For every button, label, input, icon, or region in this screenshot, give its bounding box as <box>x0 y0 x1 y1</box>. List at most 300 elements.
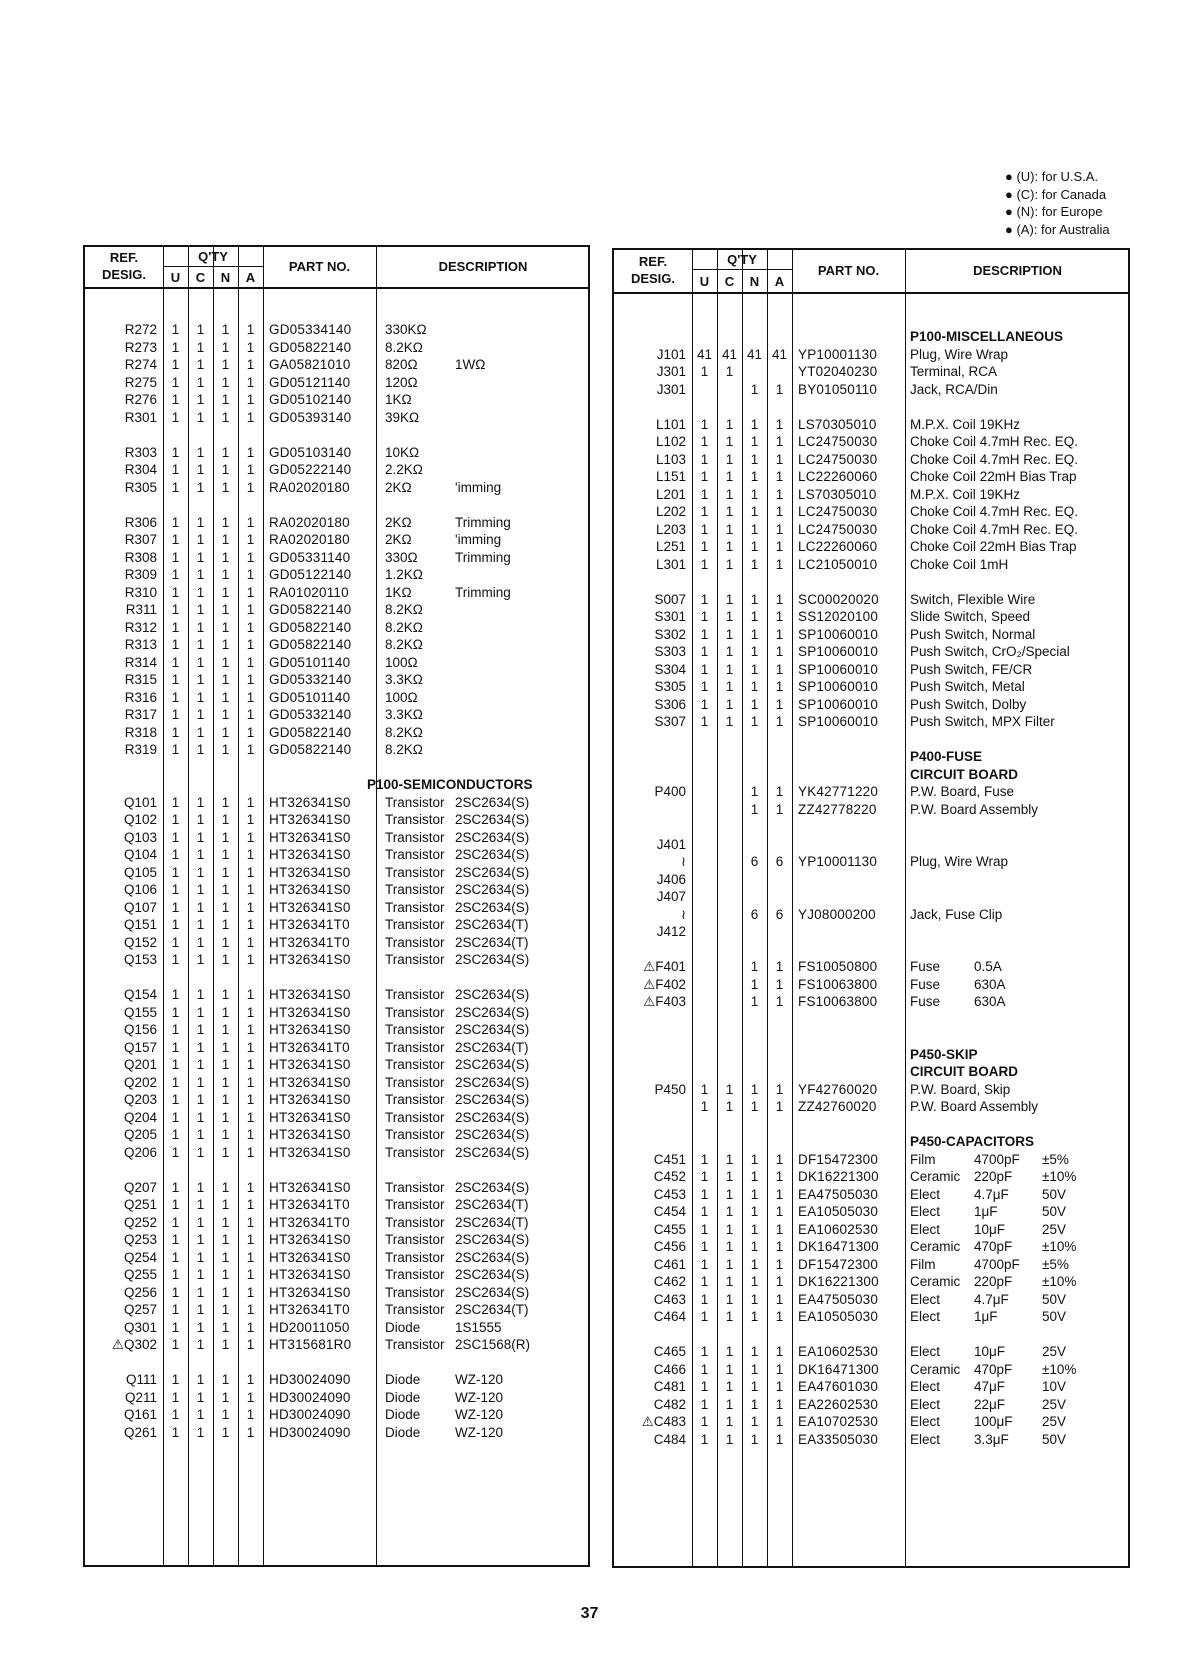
qty-c: 1 <box>196 1302 205 1317</box>
description: Transistor <box>385 1004 445 1020</box>
qty-c: 1 <box>196 357 205 372</box>
part-number: GA05821010 <box>269 357 351 372</box>
qty-a: 1 <box>775 1099 784 1114</box>
qty-u: 1 <box>171 1022 180 1037</box>
ref-designator: R318 <box>124 724 157 740</box>
qty-n: 1 <box>221 742 230 757</box>
description: Fuse <box>910 959 941 974</box>
table-row <box>614 1238 1128 1256</box>
qty-a: 1 <box>775 416 784 432</box>
qty-n: 1 <box>221 1267 230 1282</box>
part-number: YP10001130 <box>798 854 878 869</box>
qty-n: 1 <box>221 1179 230 1195</box>
header-part-no: PART NO. <box>817 263 880 278</box>
qty-n: 1 <box>221 1302 230 1317</box>
table-row <box>614 713 1128 731</box>
header-u: U <box>170 270 181 285</box>
part-number: EA10505030 <box>798 1204 879 1219</box>
spacer-row <box>85 496 588 514</box>
qty-n: 1 <box>221 1057 230 1072</box>
qty-c: 1 <box>725 1414 734 1429</box>
ref-designator: R311 <box>125 602 157 617</box>
qty-n: 1 <box>750 714 759 729</box>
table-row <box>85 1144 588 1162</box>
table-header <box>85 247 588 289</box>
qty-c: 1 <box>725 1344 734 1359</box>
qty-n: 1 <box>750 1431 759 1447</box>
description-detail: WZ-120 <box>455 1372 504 1387</box>
qty-n: 1 <box>750 1169 759 1184</box>
part-number: LC22260060 <box>798 539 878 554</box>
header-n: N <box>749 274 760 289</box>
part-number: EA33505030 <box>798 1431 879 1447</box>
description: 2KΩ <box>385 532 412 547</box>
qty-n: 1 <box>221 899 230 915</box>
qty-u: 41 <box>696 346 713 362</box>
table-row <box>614 783 1128 801</box>
ref-designator: L251 <box>655 539 686 554</box>
table-row <box>85 1056 588 1074</box>
ref-designator: S306 <box>654 696 686 712</box>
qty-a: 1 <box>775 434 784 449</box>
qty-c: 1 <box>196 1214 205 1230</box>
qty-u: 1 <box>171 549 180 565</box>
qty-c: 1 <box>196 409 205 425</box>
ref-designator: J412 <box>656 924 686 939</box>
part-number: HT326341S0 <box>269 899 351 915</box>
qty-a: 6 <box>775 854 784 869</box>
qty-c: 1 <box>196 1144 205 1160</box>
ref-designator: R307 <box>124 532 157 547</box>
description: Plug, Wire Wrap <box>910 854 1009 869</box>
description-detail: 0.5A <box>974 959 1002 974</box>
qty-a: 1 <box>775 976 784 992</box>
qty-a: 1 <box>246 1389 255 1405</box>
part-number: HT326341T0 <box>269 1302 350 1317</box>
qty-c: 1 <box>196 1337 205 1352</box>
ref-designator: C466 <box>653 1361 686 1377</box>
description: Transistor <box>385 1214 445 1230</box>
table-row <box>614 1291 1128 1309</box>
qty-c: 1 <box>196 724 205 740</box>
qty-c: 1 <box>196 1004 205 1020</box>
description-rating: 10V <box>1042 1379 1067 1394</box>
description-detail: 2SC2634(S) <box>455 1127 530 1142</box>
header-c: C <box>724 274 735 289</box>
header-a: A <box>774 274 785 289</box>
description: Transistor <box>385 1127 445 1142</box>
qty-n: 6 <box>750 854 759 869</box>
ref-designator: C482 <box>653 1396 686 1412</box>
qty-u: 1 <box>700 1099 709 1114</box>
table-row <box>614 381 1128 399</box>
description-detail: 100μF <box>974 1414 1013 1429</box>
qty-a: 1 <box>246 1372 255 1387</box>
ref-designator: Q261 <box>123 1424 157 1440</box>
ref-designator: Q202 <box>123 1074 157 1090</box>
spacer-row <box>85 759 588 777</box>
part-number: BY01050110 <box>798 381 878 397</box>
description: 330KΩ <box>385 322 427 337</box>
parts-table-right <box>612 248 1130 1568</box>
part-number: HT315681R0 <box>269 1337 352 1352</box>
qty-c: 1 <box>196 1407 205 1422</box>
qty-u: 1 <box>171 1004 180 1020</box>
table-row <box>85 1301 588 1319</box>
qty-a: 1 <box>775 1379 784 1394</box>
qty-c: 1 <box>196 339 205 355</box>
qty-c: 1 <box>196 637 205 652</box>
qty-n: 1 <box>221 602 230 617</box>
table-row <box>85 356 588 374</box>
qty-a: 1 <box>775 591 784 607</box>
description: Choke Coil 4.7mH Rec. EQ. <box>910 521 1079 537</box>
qty-c: 1 <box>196 1109 205 1125</box>
page-number: 37 <box>580 1605 599 1622</box>
part-number: RA02020180 <box>269 479 350 495</box>
qty-n: 1 <box>221 1144 230 1160</box>
description-detail: 1WΩ <box>455 357 486 372</box>
description-detail: 2SC2634(S) <box>455 1092 530 1107</box>
table-row <box>614 643 1128 661</box>
header-ref: REF. <box>638 254 668 269</box>
description: Elect <box>910 1379 941 1394</box>
ref-designator: S007 <box>654 591 686 607</box>
qty-u: 1 <box>171 1267 180 1282</box>
ref-designator: C456 <box>653 1239 686 1254</box>
description: Jack, Fuse Clip <box>910 906 1003 922</box>
qty-n: 1 <box>750 434 759 449</box>
header-desig: DESIG. <box>101 267 147 282</box>
qty-u: 1 <box>700 504 709 519</box>
ref-designator: Q256 <box>123 1284 157 1300</box>
table-row <box>85 1231 588 1249</box>
qty-a: 1 <box>775 1221 784 1237</box>
table-row <box>85 1109 588 1127</box>
header-qty: Q'TY <box>727 252 757 267</box>
qty-c: 1 <box>196 374 205 390</box>
qty-a: 1 <box>775 801 784 817</box>
qty-a: 1 <box>246 882 255 897</box>
qty-c: 1 <box>725 591 734 607</box>
qty-a: 1 <box>246 689 255 705</box>
description-rating: 25V <box>1042 1344 1067 1359</box>
qty-c: 1 <box>196 1022 205 1037</box>
description-detail: WZ-120 <box>455 1424 504 1440</box>
part-number: RA01020110 <box>269 584 349 600</box>
part-number: DK16221300 <box>798 1274 879 1289</box>
qty-u: 1 <box>700 661 709 677</box>
ref-designator: Q153 <box>123 952 157 967</box>
qty-c: 1 <box>196 479 205 495</box>
qty-n: 1 <box>221 532 230 547</box>
ref-designator: R314 <box>124 654 157 670</box>
table-row <box>85 1424 588 1442</box>
part-number: SP10060010 <box>798 714 879 729</box>
description-detail: 2SC2634(S) <box>455 829 530 845</box>
qty-c: 1 <box>725 1361 734 1377</box>
description-rating: 25V <box>1042 1396 1067 1412</box>
qty-c: 1 <box>196 1074 205 1090</box>
description-rating: 50V <box>1042 1309 1067 1324</box>
part-number: LC24750030 <box>798 451 878 467</box>
qty-u: 1 <box>171 444 180 460</box>
qty-c: 1 <box>196 462 205 477</box>
ref-designator: Q203 <box>123 1092 157 1107</box>
ref-designator: ≀ <box>680 906 686 922</box>
qty-n: 1 <box>750 1291 759 1307</box>
qty-c: 1 <box>196 654 205 670</box>
rows-left <box>85 321 588 1441</box>
qty-c: 1 <box>196 1424 205 1440</box>
qty-u: 1 <box>700 1274 709 1289</box>
qty-a: 6 <box>775 906 784 922</box>
qty-a: 1 <box>246 409 255 425</box>
qty-u: 1 <box>171 1319 180 1335</box>
qty-a: 1 <box>246 1407 255 1422</box>
part-number: DF15472300 <box>798 1256 879 1272</box>
description: Transistor <box>385 829 445 845</box>
qty-u: 1 <box>171 602 180 617</box>
qty-u: 1 <box>171 707 180 722</box>
qty-c: 1 <box>196 1284 205 1300</box>
table-row <box>614 853 1128 871</box>
description-detail: 4700pF <box>974 1151 1020 1167</box>
ref-designator: C484 <box>653 1431 686 1447</box>
ref-designator: C452 <box>653 1169 686 1184</box>
rows-right <box>614 328 1128 1448</box>
table-row <box>85 1021 588 1039</box>
table-row <box>85 601 588 619</box>
qty-a: 1 <box>775 521 784 537</box>
qty-u: 1 <box>171 1109 180 1125</box>
qty-u: 1 <box>171 374 180 390</box>
description-rating: ±10% <box>1042 1361 1077 1377</box>
header-part-no: PART NO. <box>288 259 351 274</box>
ref-designator: Q157 <box>123 1039 157 1055</box>
qty-c: 1 <box>725 1396 734 1412</box>
qty-n: 6 <box>750 906 759 922</box>
description: Transistor <box>385 917 445 932</box>
ref-designator: R306 <box>124 514 157 530</box>
ref-designator: R315 <box>124 672 157 687</box>
description: Ceramic <box>910 1361 961 1377</box>
qty-n: 1 <box>221 1197 230 1212</box>
ref-designator: C462 <box>653 1274 686 1289</box>
qty-n: 1 <box>750 381 759 397</box>
qty-n: 1 <box>221 637 230 652</box>
part-number: HD30024090 <box>269 1424 351 1440</box>
spacer-row <box>614 1028 1128 1046</box>
description: Ceramic <box>910 1274 961 1289</box>
description: 8.2KΩ <box>385 619 423 635</box>
qty-u: 1 <box>171 794 180 810</box>
qty-u: 1 <box>700 609 709 624</box>
qty-a: 1 <box>775 1396 784 1412</box>
qty-u: 1 <box>700 469 709 484</box>
part-number: LS70305010 <box>798 486 877 502</box>
qty-c: 1 <box>725 1186 734 1202</box>
part-number: EA10702530 <box>798 1414 879 1429</box>
part-number: GD05101140 <box>269 654 351 670</box>
qty-u: 1 <box>171 567 180 582</box>
description: Push Switch, FE/CR <box>910 661 1033 677</box>
ref-designator: R301 <box>124 409 157 425</box>
ref-designator: Q155 <box>123 1004 157 1020</box>
qty-n: 1 <box>750 1256 759 1272</box>
qty-n: 1 <box>750 609 759 624</box>
table-row <box>614 1168 1128 1186</box>
qty-a: 1 <box>775 1274 784 1289</box>
ref-designator: R310 <box>124 584 157 600</box>
qty-n: 1 <box>221 1284 230 1300</box>
table-row <box>85 1004 588 1022</box>
table-row <box>614 626 1128 644</box>
qty-a: 1 <box>775 1309 784 1324</box>
qty-u: 1 <box>171 532 180 547</box>
table-row <box>614 1203 1128 1221</box>
description-detail: WZ-120 <box>455 1407 504 1422</box>
qty-u: 1 <box>171 392 180 407</box>
qty-a: 1 <box>775 486 784 502</box>
qty-n: 1 <box>750 1081 759 1097</box>
description: Transistor <box>385 1284 445 1300</box>
qty-a: 1 <box>246 812 255 827</box>
description-detail: 47μF <box>974 1379 1006 1394</box>
table-row <box>85 584 588 602</box>
qty-a: 1 <box>246 724 255 740</box>
description: Transistor <box>385 812 445 827</box>
description-detail: 4.7μF <box>974 1291 1009 1307</box>
parts-table-left <box>83 245 590 1567</box>
qty-a: 1 <box>775 609 784 624</box>
qty-a: 1 <box>775 1204 784 1219</box>
ref-designator: Q254 <box>123 1249 157 1265</box>
header-ref: REF. <box>109 250 139 265</box>
description: Transistor <box>385 952 445 967</box>
description-detail: 2SC2634(S) <box>455 1232 530 1247</box>
qty-c: 1 <box>196 1249 205 1265</box>
part-number: GD05331140 <box>269 549 351 565</box>
qty-n: 1 <box>221 864 230 880</box>
qty-n: 41 <box>746 346 763 362</box>
qty-n: 1 <box>750 469 759 484</box>
part-number: SP10060010 <box>798 644 879 659</box>
spacer-row <box>614 1326 1128 1344</box>
ref-designator: J407 <box>656 889 686 904</box>
qty-a: 1 <box>246 357 255 372</box>
qty-a: 1 <box>246 1197 255 1212</box>
description: Elect <box>910 1186 941 1202</box>
description-detail: Trimming <box>455 584 511 600</box>
description-detail: 2SC2634(T) <box>455 1039 529 1055</box>
qty-a: 1 <box>246 1284 255 1300</box>
part-number: ZZ42760020 <box>798 1099 877 1114</box>
qty-a: 1 <box>775 994 784 1009</box>
qty-n: 1 <box>221 1372 230 1387</box>
qty-c: 1 <box>196 1039 205 1055</box>
qty-u: 1 <box>171 1372 180 1387</box>
qty-u: 1 <box>700 1186 709 1202</box>
qty-a: 1 <box>246 584 255 600</box>
part-number: EA10505030 <box>798 1309 879 1324</box>
qty-u: 1 <box>700 539 709 554</box>
description-rating: 25V <box>1042 1414 1067 1429</box>
qty-n: 1 <box>221 1039 230 1055</box>
qty-u: 1 <box>700 1309 709 1324</box>
part-number: GD05822140 <box>269 339 352 355</box>
ref-designator: Q301 <box>123 1319 157 1335</box>
qty-c: 1 <box>196 987 205 1002</box>
description-detail: 470pF <box>974 1361 1013 1377</box>
table-row <box>614 1378 1128 1396</box>
ref-designator: Q161 <box>123 1407 157 1422</box>
part-number: HD30024090 <box>269 1407 351 1422</box>
description: Choke Coil 1mH <box>910 556 1009 572</box>
description-rating: ±10% <box>1042 1169 1077 1184</box>
description-detail: 2SC2634(S) <box>455 1074 530 1090</box>
qty-a: 1 <box>775 556 784 572</box>
part-number: HT326341S0 <box>269 1057 351 1072</box>
description: Jack, RCA/Din <box>910 381 998 397</box>
qty-c: 1 <box>196 1057 205 1072</box>
part-number: SS12020100 <box>798 609 879 624</box>
part-number: HD30024090 <box>269 1372 351 1387</box>
qty-u: 1 <box>700 416 709 432</box>
qty-a: 1 <box>775 1414 784 1429</box>
qty-a: 1 <box>246 1022 255 1037</box>
part-number: HT326341S0 <box>269 1109 351 1125</box>
table-row <box>85 461 588 479</box>
table-row <box>85 1406 588 1424</box>
ref-designator: Q107 <box>123 899 157 915</box>
part-number: FS10063800 <box>798 994 878 1009</box>
ref-designator: Q151 <box>123 917 157 932</box>
description-rating: 50V <box>1042 1204 1067 1219</box>
table-row <box>85 1039 588 1057</box>
qty-n: 1 <box>750 1274 759 1289</box>
table-row <box>614 976 1128 994</box>
ref-designator: R304 <box>124 462 157 477</box>
part-number: HT326341T0 <box>269 1039 350 1055</box>
qty-n: 1 <box>221 462 230 477</box>
table-row <box>614 1413 1128 1431</box>
qty-a: 1 <box>246 1319 255 1335</box>
part-number: HT326341S0 <box>269 864 351 880</box>
qty-a: 1 <box>246 549 255 565</box>
qty-a: 1 <box>246 794 255 810</box>
description: Choke Coil 22mH Bias Trap <box>910 469 1077 484</box>
description: Elect <box>910 1344 941 1359</box>
table-row <box>614 591 1128 609</box>
table-row <box>85 479 588 497</box>
description: Elect <box>910 1204 941 1219</box>
description: Diode <box>385 1407 421 1422</box>
qty-u: 1 <box>171 339 180 355</box>
qty-u: 1 <box>171 1144 180 1160</box>
description: Transistor <box>385 1179 445 1195</box>
part-number: EA10602530 <box>798 1344 879 1359</box>
qty-n: 1 <box>221 1214 230 1230</box>
qty-n: 1 <box>221 794 230 810</box>
qty-c: 1 <box>725 451 734 467</box>
qty-u: 1 <box>171 1389 180 1405</box>
part-number: EA22602530 <box>798 1396 879 1412</box>
qty-n: 1 <box>221 444 230 460</box>
qty-a: 1 <box>246 1057 255 1072</box>
qty-c: 1 <box>725 626 734 642</box>
description: 39KΩ <box>385 409 420 425</box>
